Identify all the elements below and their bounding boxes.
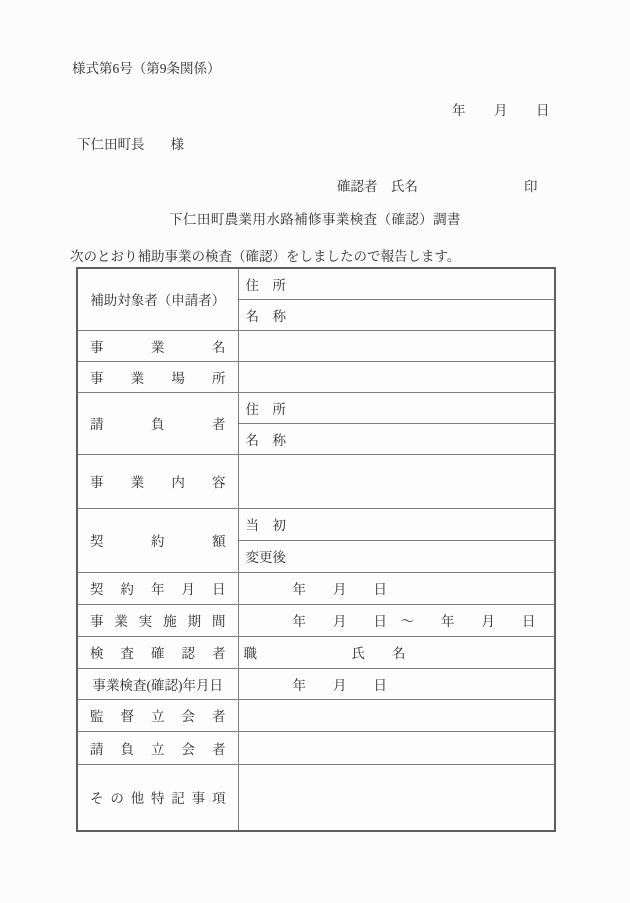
seal-mark: 印 [524, 179, 538, 194]
row-label-project-location: 事 業 場 所 [77, 361, 238, 392]
field-applicant-address: 住 所 [238, 268, 555, 299]
lead-sentence: 次のとおり補助事業の検査（確認）をしましたので報告します。 [70, 249, 461, 264]
field-project-details [238, 454, 555, 508]
field-supervising-witness [238, 699, 555, 731]
field-contract-date: 年 月 日 [238, 572, 555, 604]
row-label-applicant: 補助対象者（申請者） [77, 268, 238, 330]
field-special-notes [238, 764, 555, 831]
field-contract-amount-revised: 変更後 [238, 540, 555, 572]
row-label-contract-amount: 契 約 額 [77, 508, 238, 572]
addressee-name: 下仁田町長 [77, 137, 145, 152]
form-number: 様式第6号（第9条関係） [72, 61, 221, 76]
report-table [76, 267, 556, 832]
field-contractor-name: 名 称 [238, 423, 555, 454]
row-label-special-notes: そ の 他 特 記 事 項 [77, 764, 238, 831]
row-label-supervising-witness: 監 督 立 会 者 [77, 699, 238, 731]
document-title: 下仁田町農業用水路補修事業検査（確認）調書 [169, 212, 461, 227]
row-label-project-name: 事 業 名 [77, 330, 238, 361]
field-project-location [238, 361, 555, 392]
field-contractor-address: 住 所 [238, 392, 555, 423]
field-inspection-date: 年 月 日 [238, 668, 555, 699]
row-label-contractor: 請 負 者 [77, 392, 238, 454]
field-project-name [238, 330, 555, 361]
row-label-implementation-period: 事 業 実 施 期 間 [77, 604, 238, 636]
addressee-line [77, 133, 184, 153]
row-label-contractor-witness: 請 負 立 会 者 [77, 731, 238, 764]
field-inspector-title-name: 職 氏 名 [238, 636, 555, 668]
field-applicant-name: 名 称 [238, 299, 555, 330]
row-label-contract-date: 契 約 年 月 日 [77, 572, 238, 604]
row-label-inspection-date: 事業検査(確認)年月日 [77, 668, 238, 699]
field-contract-amount-initial: 当 初 [238, 508, 555, 540]
confirmer-name-line: 確認者 氏名 [337, 179, 418, 194]
issue-date-line: 年 月 日 [452, 103, 550, 118]
field-contractor-witness [238, 731, 555, 764]
row-label-inspector: 検 査 確 認 者 [77, 636, 238, 668]
field-implementation-period: 年 月 日 ～ 年 月 日 [238, 604, 555, 636]
row-label-project-details: 事 業 内 容 [77, 454, 238, 508]
addressee-honorific: 様 [170, 137, 184, 152]
